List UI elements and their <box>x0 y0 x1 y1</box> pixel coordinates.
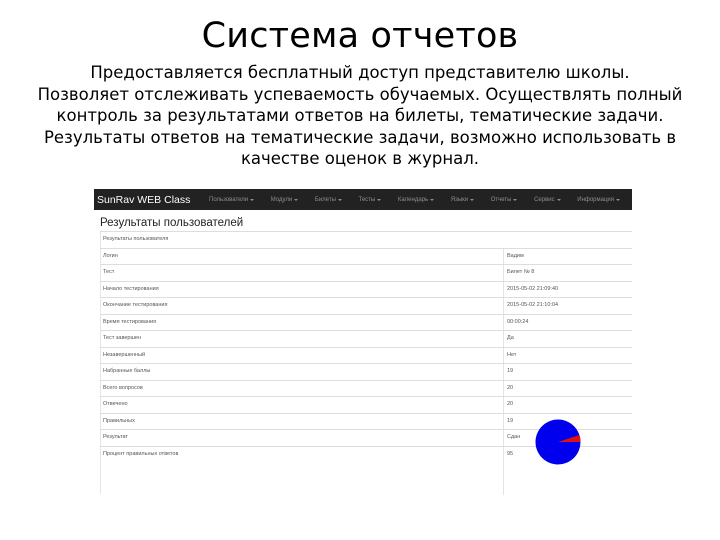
row-key: Результат <box>100 430 504 446</box>
table-row <box>100 264 632 281</box>
table-header-row <box>100 231 632 248</box>
table-row <box>100 248 632 265</box>
table-row <box>100 363 632 380</box>
top-navbar <box>94 189 632 210</box>
nav-item-languages[interactable]: Языки <box>451 197 474 203</box>
row-key: Всего вопросов <box>100 381 504 397</box>
nav-item-modules[interactable]: Модули <box>271 197 299 203</box>
table-row <box>100 330 632 347</box>
app-screenshot <box>94 189 632 495</box>
row-value: 19 <box>507 368 514 374</box>
caret-down-icon <box>294 199 298 201</box>
caret-down-icon <box>377 199 381 201</box>
row-key: Незавершенный <box>100 348 504 364</box>
caret-down-icon <box>616 199 620 201</box>
page-title: Результаты пользователей <box>100 217 244 229</box>
slide-description <box>30 62 690 170</box>
row-key: Набранные баллы <box>100 364 504 380</box>
caret-down-icon <box>250 199 254 201</box>
row-key: Отвечено <box>100 397 504 413</box>
row-key: Начало тестирования <box>100 282 504 298</box>
row-key: Тест завершен <box>100 331 504 347</box>
row-key: Процент правильных ответов <box>100 447 504 496</box>
row-value: Билет № 8 <box>507 269 535 275</box>
description-line: Результаты ответов на тематические задачи, возможно использовать в <box>43 127 677 147</box>
row-key: Правильных <box>100 414 504 430</box>
row-value: Нет <box>507 351 517 358</box>
row-value: Вадим <box>507 252 524 259</box>
row-value: 19 <box>507 417 514 424</box>
description-line: Позволяет отслеживать успеваемость обучаемых. Осуществлять полный <box>37 84 683 104</box>
description-line: качестве оценок в журнал. <box>240 149 480 168</box>
table-row <box>100 380 632 397</box>
caret-down-icon <box>513 199 517 201</box>
nav-menu <box>209 197 632 203</box>
row-key: Окончание тестирования <box>100 298 504 314</box>
brand-logo[interactable]: SunRav WEB Class <box>97 193 191 206</box>
table-row <box>100 297 632 314</box>
nav-item-service[interactable]: Сервис <box>534 197 561 203</box>
result-pie-chart <box>535 419 581 465</box>
row-value: 95 <box>507 450 514 457</box>
nav-item-tests[interactable]: Тесты <box>359 197 382 203</box>
row-value: 20 <box>507 384 514 391</box>
table-row <box>100 347 632 364</box>
caret-down-icon <box>470 199 474 201</box>
row-value: 20 <box>507 401 514 407</box>
row-key: Логин <box>100 249 504 265</box>
row-value: 2015-05-02 21:10:04 <box>507 302 559 308</box>
nav-item-calendar[interactable]: Календарь <box>398 197 434 203</box>
row-value: Сдан <box>507 434 521 440</box>
description-line: Предоставляется бесплатный доступ представителю школы. <box>90 63 630 82</box>
nav-item-reports[interactable]: Отчеты <box>491 197 518 203</box>
row-value: Да <box>507 335 514 341</box>
nav-item-users[interactable]: Пользователи <box>209 197 254 203</box>
row-key: Время тестирования <box>100 315 504 331</box>
caret-down-icon <box>430 199 434 201</box>
nav-item-tickets[interactable]: Билеты <box>315 197 342 203</box>
description-line: контроль за результатами ответов на билеты, тематические задачи. <box>56 106 664 125</box>
caret-down-icon <box>338 199 342 201</box>
table-row <box>100 396 632 413</box>
nav-item-info[interactable]: Информация <box>577 197 620 203</box>
table-row <box>100 314 632 331</box>
table-row <box>100 281 632 298</box>
caret-down-icon <box>557 199 561 201</box>
section-label: Результаты пользователя <box>103 236 169 242</box>
slide-title: Система отчетов <box>201 16 519 56</box>
row-value: 2015-05-02 21:09:40 <box>507 285 559 292</box>
row-key: Тест <box>100 265 504 281</box>
row-value: 00:00:24 <box>507 318 529 325</box>
